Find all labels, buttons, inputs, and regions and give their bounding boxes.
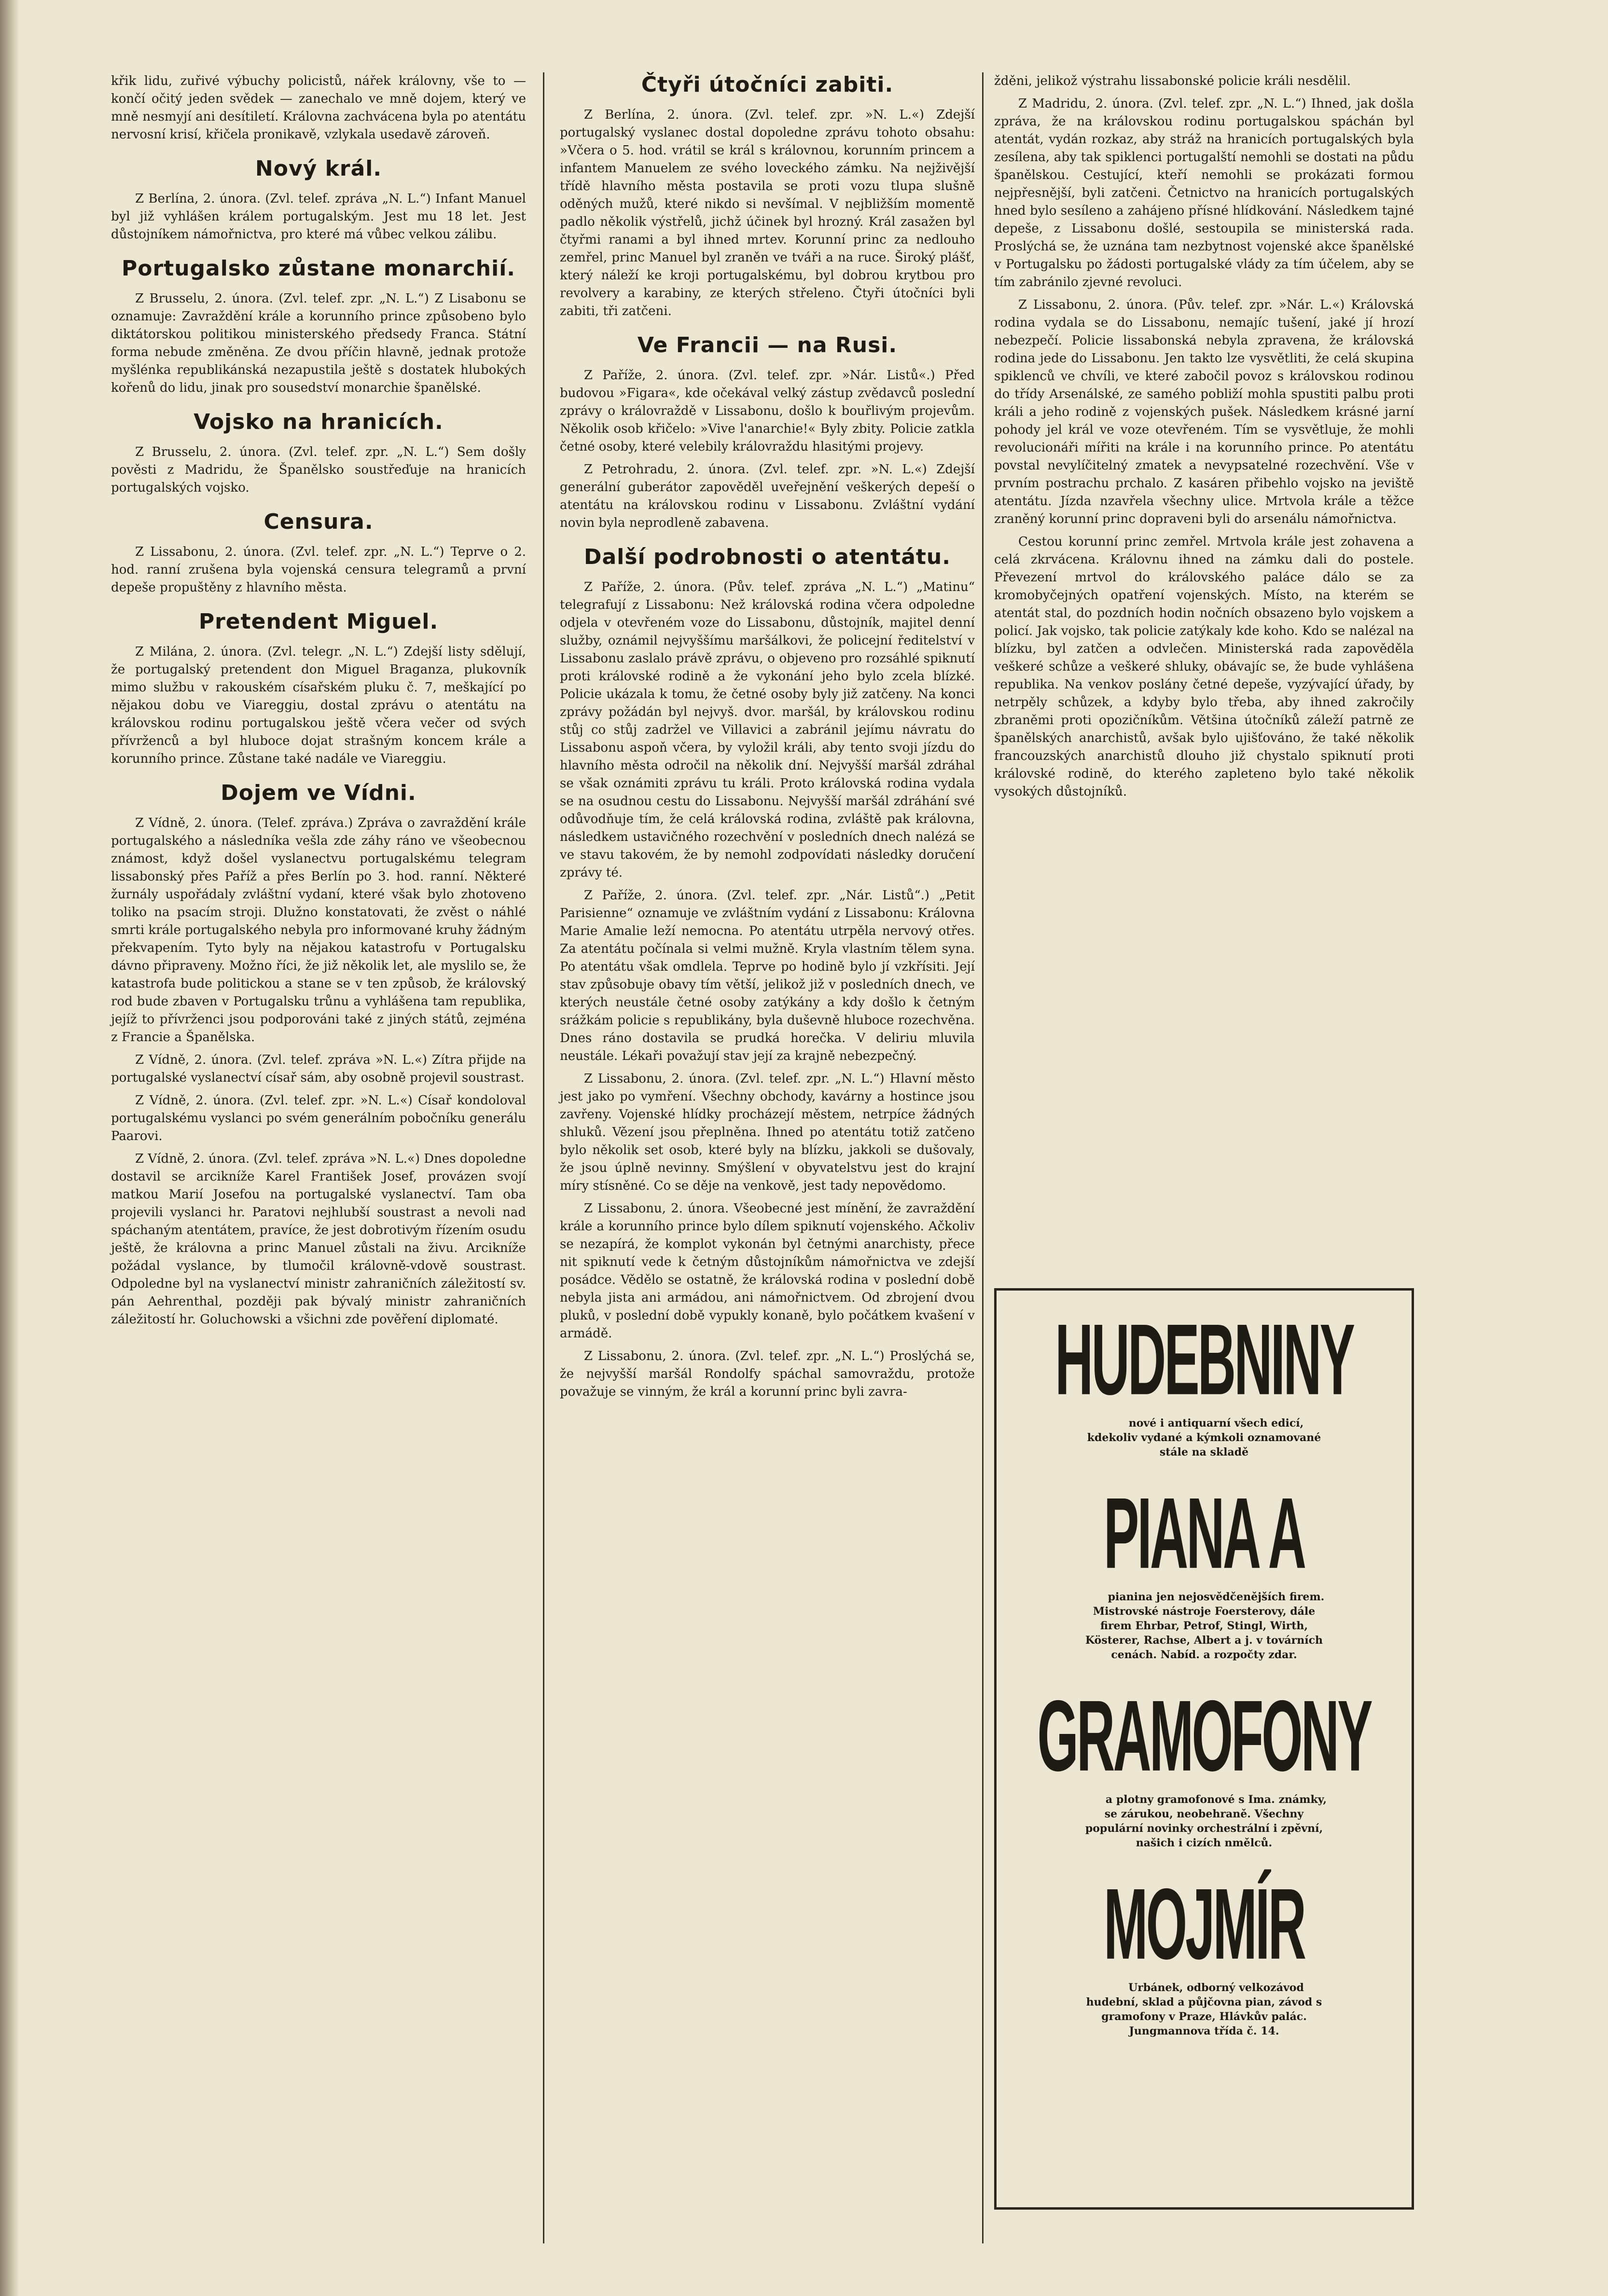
- ad-word-mojmir: MOJMÍR: [1104, 1868, 1304, 1981]
- heading-francii: Ve Francii — na Rusi.: [637, 333, 898, 357]
- heading-novy-kral: Nový král.: [255, 156, 382, 181]
- binding-spine: [0, 0, 19, 2296]
- ad-text: pianina jen nejosvědčenějších firem. Mistrovské nástroje Foersterovy, dále firem Ehrbar, Petrof, Stingl, Wirth, Kösterer, Rachse, Albert a j. v továrních cenách. Nabíd. a rozpočty zdar.: [1085, 1591, 1325, 1661]
- heading-censura: Censura.: [263, 509, 374, 534]
- heading-ctyri: Čtyři útočníci zabiti.: [641, 72, 894, 97]
- paragraph: Z Vídně, 2. února. (Telef. zpráva.) Zpráva o zavraždění krále portugalského a následníka vešla zde záhy ráno ve všeobecnou známost, když došel vyslanectvu portugalskému telegram lissabonský přes Paříž a přes Berlín po 3. hod. ranní. Některé žurnály uspořádaly zvláštní vydaní, které však bylo zhotoveno toliko na psacím stroji. Dlužno konstatovati, že zvěst o náhlé smrti krále portugalského nebyla pro informované kruhy žádným překvapením. Tyto byly na nějakou katastrofu v Portugalsku dávno připraveny. Možno říci, že již několik let, ale myslilo se, že katastrofa bude politickou a stane se v ten způsob, že královský rod bude zbaven v Portugalsku trůnu a vyhlášena tam republika, jejíž to přívrženci jsou podporováni také z jiných států, zejména z Francie a Španělska.: [111, 816, 526, 1045]
- paragraph: Z Milána, 2. února. (Zvl. telegr. „N. L.“) Zdejší listy sdělují, že portugalský pretendent don Miguel Braganza, plukovník mimo službu v rakouském císařském pluku č. 7, meškající po nějakou dobu ve Viareggiu, dostal zprávu o atentátu na královskou rodinu portugalskou ještě včera večer od svých přívrženců a byl hluboce dojat strašným koncem krále a korunního prince. Zůstane také nadále ve Viareggiu.: [111, 645, 526, 766]
- ad-word-piana: PIANA A: [1103, 1477, 1305, 1590]
- paragraph: Z Paříže, 2. února. (Pův. telef. zpráva „N. L.“) „Matinu“ telegrafují z Lissabonu: Než královská rodina včera odpoledne odjela v otevřeném voze do Lissabonu, důstojník, majitel denní služby, oznámil nejvyššímu maršálkovi, že policejní ředitelství v Lissabonu zaslalo právě zprávu, o objeveno pro rozsáhlé spiknutí proti královské rodině a že vykonání jeho bylo zcela blízké. Policie ukázala k tomu, že četné osoby byly již zatčeny. Na konci zprávy požádán byl nejvyš. dvor. maršál, by královskou rodinu stůj co stůj zadržel ve Villavici a zabránil jejímu návratu do Lissabonu aspoň včera, by vyložil králi, aby tento svoji jízdu do hlavního města odročil na několik dní. Nejvyšší maršál zdráhal se však oznámiti zprávu tu králi. Proto královská rodina vydala se na osudnou cestu do Lissabonu. Nejvyšší maršál zdráhání své odůvodňuje tím, že celá královská rodina, zvláště pak královna, následkem ustavičného rozechvění v posledních dnech nalézá se ve stavu takovém, že by nemohl zodpovídati následky doručení zprávy té.: [560, 580, 975, 880]
- paragraph: Z Brusselu, 2. února. (Zvl. telef. zpr. „N. L.“) Sem došly pověsti z Madridu, že Španělsko soustřeďuje na hranicích portugalských vojsko.: [111, 445, 526, 495]
- ad-text: Urbánek, odborný velkozávod hudební, sklad a půjčovna pian, závod s gramofony v Praze, Hlávkův palác. Jungmannova třída č. 14.: [1086, 1981, 1322, 2037]
- column-1: [111, 72, 526, 1334]
- column-3: [994, 72, 1414, 806]
- ad-text: a plotny gramofonové s Ima. známky, se zárukou, neobehraně. Všechny populární novinky orchestrální i zpěvní, našich i cizích nmělců.: [1085, 1793, 1327, 1849]
- heading-dojem: Dojem ve Vídni.: [221, 781, 416, 805]
- paragraph: Z Petrohradu, 2. února. (Zvl. telef. zpr. »N. L.«) Zdejší generální guberátor zapověděl uveřejnění veškerých depeší o atentátu na královskou rodinu v Lissabonu. Zvláštní vydání novin byla neprodleně zabavena.: [560, 462, 975, 530]
- heading-vojsko: Vojsko na hranicích.: [194, 410, 444, 434]
- column-rule-1: [543, 72, 544, 2243]
- paragraph: Z Vídně, 2. února. (Zvl. telef. zpráva »N. L.«) Dnes dopoledne dostavil se arcikníže Karel František Josef, provázen svojí matkou Marií Josefou na portugalské vyslanectví. Tam oba projevili vyslanci hr. Paratovi nejhlubší soustrast a nevoli nad spáchaným atentátem, pravíce, že jest dobrotivým řízením osudu ještě, že královna a princ Manuel zůstali na živu. Arcikníže požádal vyslance, by tlumočil královně-vdově soustrast. Odpoledne byl na vyslanectví ministr zahraničních záležitostí sv. pán Aehrenthal, později pak bývalý ministr zahraničních záležitostí hr. Goluchowski a všichni zde pověření diplomaté.: [111, 1152, 526, 1327]
- heading-pretendent: Pretendent Miguel.: [198, 609, 439, 634]
- paragraph: Z Paříže, 2. února. (Zvl. telef. zpr. „Nár. Listů“.) „Petit Parisienne“ oznamuje ve zvláštním vydání z Lissabonu: Královna Marie Amalie leží nemocna. Po atentátu utrpěla nervový otřes. Za atentátu počínala si velmi mužně. Kryla vlastním tělem syna. Po atentátu však omdlela. Teprve po hodině bylo jí vzkřísiti. Její stav způsobuje obavy tím větší, jelikož již v posledních dnech, ve kterých neustále četné osoby zatýkány a kdy došlo k četným srážkám policie s republikány, byla duševně hluboce rozechvěna. Dnes ráno dostavila se prudká horečka. V deliriu mluvila neustále. Lékaři považují stav její za krajně nebezpečný.: [560, 888, 975, 1063]
- paragraph: Z Lissabonu, 2. února. (Zvl. telef. zpr. „N. L.“) Proslýchá se, že nejvyšší maršál Rondolfy spáchal samovraždu, protože považuje se vinným, že král a korunní princ byli zavra-: [560, 1349, 975, 1399]
- ad-word-gramofony: GRAMOFONY: [1037, 1679, 1371, 1793]
- advertisement-box: [994, 1288, 1414, 2210]
- paragraph: Z Berlína, 2. února. (Zvl. telef. zpr. »N. L.«) Zdejší portugalský vyslanec dostal dopoledne zprávu tohoto obsahu: »Včera o 5. hod. vrátil se král s královnou, korunním princem a infantem Manuelem ze svého loveckého zámku. Na nejživější třídě hlavního města postavila se proti vozu tlupa slušně oděných mužů, které nikdo si nevšímal. V nejbližším momentě padlo několik výstřelů, jichž účinek byl hrozný. Král zasažen byl čtyřmi ranami a byl ihned mrtev. Korunní princ za nedlouho zemřel, princ Manuel byl zraněn ve tváři a na ruce. Široký plášť, který náleží ke kroji portugalskému, byl dobrou krytbou pro revolvery a karabiny, ze kterých střeleno. Čtyři útočníci byli zabiti, tři zatčeni.: [560, 108, 975, 318]
- column-2: [560, 72, 975, 1406]
- paragraph: Z Lissabonu, 2. února. Všeobecné jest mínění, že zavraždění krále a korunního prince bylo dílem spiknutí vojenského. Ačkoliv se nezapírá, že komplot vykonán byl četnými anarchisty, přece nit spiknutí vede k četným důstojníkům námořnictva ve zdejší posádce. Vědělo se ostatně, že královská rodina v poslední době nebyla jista ani armádou, ani námořnictvem. Od zbrojení dvou pluků, v poslední době vypukly konaně, bylo počátkem kvašení v armádě.: [560, 1201, 975, 1341]
- paragraph: Cestou korunní princ zemřel. Mrtvola krále jest zohavena a celá zkrvácena. Královnu ihned na zámku dali do postele. Převezení mrtvol do královského paláce dálo se za kromobyčejných opatření vojenských. Místo, na kterém se atentát stal, do pozdních hodin nočních obsazeno bylo vojskem a policí. Jak vojsko, tak policie zatýkaly kde koho. Kdo se nalézal na blízku, byl zatčen a odvlečen. Ministerská rada zapověděla veškeré schůze a veškeré shluky, obávajíc se, že bude vyhlášena republika. Na venkov poslány četné depeše, vyzývající úřady, by netrpěly schůzek, a kdyby bylo třeba, aby ihned zakročily zbraněmi proti opozičníkům. Většina útočníků záleží patrně ze španělských anarchistů, avšak bylo ujišťováno, že také několik francouzských anarchistů dlouho již chystalo spiknutí proti královské rodině, do kterého zapleteno bylo také několik vysokých důstojníků.: [994, 535, 1414, 799]
- paragraph: Z Lissabonu, 2. února. (Zvl. telef. zpr. „N. L.“) Teprve o 2. hod. ranní zrušena byla vojenská censura telegramů a první depeše propuštěny z hlavního města.: [111, 545, 526, 595]
- column-rule-2: [982, 72, 984, 2243]
- newspaper-page: [111, 72, 1414, 2243]
- paragraph: Z Vídně, 2. února. (Zvl. telef. zpr. »N. L.«) Císař kondoloval portugalskému vyslanci po svém generálním pobočníku generálu Paarovi.: [111, 1093, 526, 1143]
- ad-text: nové i antiquarní všech edicí, kdekoliv vydané a kýmkoli oznamované stále na skladě: [1087, 1417, 1321, 1458]
- paragraph: Z Vídně, 2. února. (Zvl. telef. zpráva »N. L.«) Zítra přijde na portugalské vyslanectví císař sám, aby osobně projevil soustrast.: [111, 1053, 526, 1085]
- heading-dalsi: Další podrobnosti o atentátu.: [584, 545, 951, 569]
- paragraph: Z Lissabonu, 2. února. (Zvl. telef. zpr. „N. L.“) Hlavní město jest jako po vymření. Všechny obchody, kavárny a hostince jsou zavřeny. Vojenské hlídky procházejí městem, netrpíce žádných shluků. Vězení jsou přeplněna. Ihned po atentátu totiž zatčeno bylo několik set osob, které byly na blízku, jakkoli se dušovaly, že jsou úplně nevinny. Smýšlení v obyvatelstvu jest do krajní míry stísněné. Co se děje na venkově, jest tady nepovědomo.: [560, 1072, 975, 1193]
- paragraph: Z Paříže, 2. února. (Zvl. telef. zpr. »Nár. Listů«.) Před budovou »Figara«, kde očekával velký zástup zvědavců poslední zprávy o královraždě v Lissabonu, došlo k bouřlivým projevům. Několik osob křičelo: »Vive l'anarchie!« Byly zbity. Policie zatkla četné osoby, které velebily královraždu hlasitými projevy.: [560, 368, 975, 454]
- paragraph: žděni, jelikož výstrahu lissabonské policie králi nesdělil.: [994, 74, 1351, 88]
- paragraph: Z Madridu, 2. února. (Zvl. telef. zpr. „N. L.“) Ihned, jak došla zpráva, že na královskou rodinu portugalskou spáchán byl atentát, vydán rozkaz, aby stráž na hranicích portugalských byla zesílena, aby tak spiklenci portugalští nemohli se dostati na půdu španělskou. Cestující, kteří nemohli se prokázati formou nejpřesnější, byli zatčeni. Četnictvo na hranicích portugalských hned bylo sesíleno a zahájeno přísné hlídkování. Následkem tajné depeše, z Lissabonu došlé, sestoupila se ministerská rada. Proslýchá se, že uznána tam nezbytnost vojenské akce španělské v Portugalsku po žádosti portugalské vlády za tím účelem, aby se tím zabránilo zjevné revoluci.: [994, 96, 1414, 289]
- heading-portugalsko: Portugalsko zůstane monarchií.: [121, 256, 516, 281]
- ad-word-hudebniny: HUDEBNINY: [1055, 1303, 1353, 1416]
- paragraph: Z Brusselu, 2. února. (Zvl. telef. zpr. „N. L.“) Z Lisabonu se oznamuje: Zavraždění krále a korunního prince způsobeno bylo diktátorskou politikou ministerského předsedy Franca. Státní forma nebude změněna. Ze dvou příčin hlavně, jednak protože myšlénka republikánská nezapustila ještě s dostatek hlubokých kořenů do lidu, jinak pro sousedství monarchie španělské.: [111, 291, 526, 395]
- article-continuation: křik lidu, zuřivé výbuchy policistů, nářek královny, vše to — končí očitý jeden svědek — zanechalo ve mně dojem, který ve mně nesmyjí ani desítiletí. Královna zachvácena byla po atentátu nervosní krisí, křičela pronikavě, vzlykala usedavě zároveň.: [111, 74, 526, 142]
- paragraph: Z Lissabonu, 2. února. (Pův. telef. zpr. »Nár. L.«) Královská rodina vydala se do Lissabonu, nemajíc tušení, jaké jí hrozí nebezpečí. Policie lissabonská nebyla zpravena, že královská rodina jede do Lissabonu. Jen takto lze vysvětliti, že celá skupina spiklenců ve chvíli, ve které zabočil povoz s královskou rodinou do třídy Arsenálské, ze samého pobliží mohla spustiti palbu proti králi a jeho rodině z vojenských pušek. Následkem krásné jarní pohody jel král ve voze otevřeném. Tím se vysvětluje, že mohli revolucionáři mířiti na krále i na korunního prince. Po atentátu povstal nevylíčitelný zmatek a nevypsatelné rozechvění. Vše v prvním postrachu prchalo. Z kasáren přibehlo vojsko na jeviště atentátu. Jízda nzavřela všechny ulice. Mrtvola krále a těžce zraněný korunní princ dopraveni byli do arsenálu námořnictva.: [994, 298, 1414, 526]
- paragraph: Z Berlína, 2. února. (Zvl. telef. zpráva „N. L.“) Infant Manuel byl již vyhlášen králem portugalským. Jest mu 18 let. Jest důstojníkem námořnictva, pro které má vůbec velkou zálibu.: [111, 192, 526, 242]
